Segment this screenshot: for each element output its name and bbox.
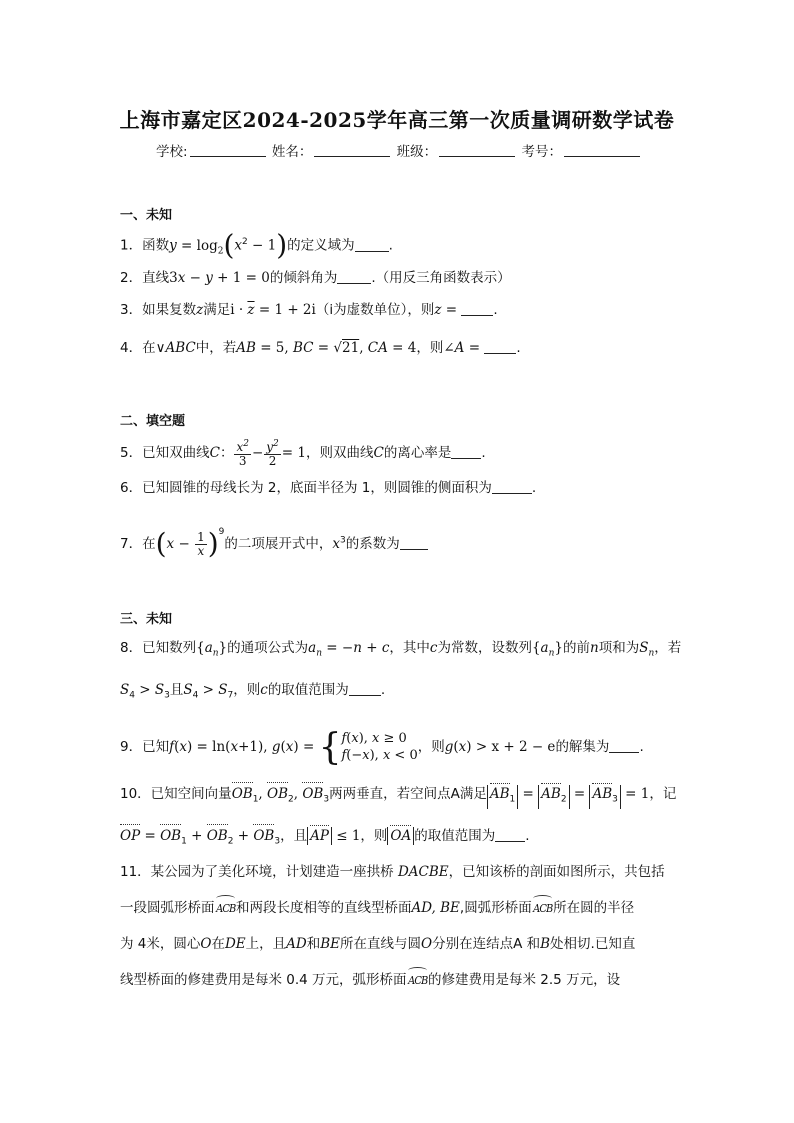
question-6 [120, 478, 676, 498]
q11-text-3f: 分别在连结点A 和 [432, 936, 541, 952]
question-11-line-2: 一段圆弧形桥面ACB和两段长度相等的直线型桥面AD, BE,圆弧形桥面ACB所在圆的半径 [120, 898, 676, 919]
q8-text: 8．已知数列 [120, 640, 197, 656]
q3-end: . [493, 302, 498, 318]
q4-text-2: 中，若 [195, 340, 237, 356]
class-label: 班级： [396, 144, 438, 160]
q8-answer-blank[interactable] [349, 683, 381, 696]
question-2: 2．直线3x − y + 1 = 0的倾斜角为 .（用反三角函数表示） [120, 270, 511, 286]
school-blank[interactable] [190, 144, 266, 157]
q8-text-2: 的通项公式为 [227, 640, 309, 656]
section-heading-1: 一、未知 [120, 208, 173, 223]
q11-text-3d: 和 [306, 936, 321, 952]
q8-text-5: 的前 [563, 640, 590, 656]
question-11-line-1: 11．某公园为了美化环境，计划建造一座拱桥 DACBE，已知该桥的剖面如图所示，共包括 [120, 864, 665, 880]
q1-text: 1．函数 [120, 237, 170, 254]
q2-text-2: 的倾斜角为 [269, 270, 338, 286]
q11-text-2c: ,圆弧形桥面 [459, 900, 532, 916]
name-blank[interactable] [314, 144, 390, 157]
exam-no-label: 考号： [521, 144, 562, 160]
q6-answer-blank[interactable] [492, 481, 532, 494]
q2-end: .（用反三角函数表示） [371, 270, 511, 286]
q10-text-4: ，且 [280, 828, 308, 844]
q1-text-2: 的定义域为 [287, 237, 355, 254]
question-10-line-1: 10．已知空间向量$OB_1$, $OB_2$, $OB_3$两两垂直，若空间点A满足 $AB_1 = AB_2 = AB_3 = 1$，记 [120, 784, 676, 810]
q10-end: . [525, 828, 530, 844]
q11-text-3e: 所在直线与圆 [340, 936, 422, 952]
q11-text-2b: 和两段长度相等的直线型桥面 [235, 900, 412, 916]
q4-end: . [516, 340, 521, 356]
q9-answer-blank[interactable] [609, 740, 639, 753]
q7-text-2: 的二项展开式中， [224, 536, 333, 552]
q9-text-2: ，则 [417, 739, 445, 755]
question-9: 9．已知f(x) = ln(x+1), g(x) = { f(x), x ≥ 0 f(−x), x < 0 ，则g(x) > x + 2 − e的解集为 . [120, 727, 644, 768]
q5-end: . [481, 445, 486, 461]
q5-text-3: 的离心率是 [383, 445, 452, 461]
q7-text: 7．在 [120, 536, 156, 552]
q8-end: . [380, 682, 386, 698]
section-heading-2: 二、填空题 [120, 414, 186, 429]
question-7: 7．在(x − $\frac{1}{x}$ )$^9$的二项展开式中，$x^3$的系数为 [120, 522, 676, 558]
q11-text-1b: ，已知该桥的剖面如图所示，共包括 [448, 864, 665, 880]
q10-answer-blank[interactable] [495, 829, 525, 842]
question-1: 1．函数$y = \log_2(x^2 - 1)$的定义域为 . [120, 228, 393, 262]
q2-text: 2．直线 [120, 270, 170, 286]
q10-text-3: ，记 [649, 786, 677, 802]
q10-text-6: 的取值范围为 [414, 828, 496, 844]
q5-text: 5．已知双曲线 [120, 445, 210, 461]
q8-text-8: 且 [169, 682, 184, 698]
q11-text-3a: 为 4米，圆心 [120, 936, 201, 952]
q3-text: 3．如果复数 [120, 302, 197, 318]
q1-answer-blank[interactable] [355, 239, 389, 252]
q3-text-2: 满足 [203, 302, 231, 318]
q1-end: . [388, 237, 393, 254]
q5-answer-blank[interactable] [451, 446, 481, 459]
q8-text-3: ，其中 [389, 640, 430, 656]
q7-text-3: 的系数为 [345, 536, 400, 552]
student-info-line [0, 140, 794, 160]
q3-text-3: （i为虚数单位），则 [315, 302, 435, 318]
q4-answer-blank[interactable] [484, 341, 516, 354]
question-8-line-2: $S_4 > S_3$且$S_4 > S_7$，则c的取值范围为 . [120, 682, 386, 701]
question-4: 4．在∨ABC中，若AB = 5, BC = √21, CA = 4，则∠A = . [120, 340, 521, 356]
q11-text-3c: 上，且 [245, 936, 287, 952]
q11-text-3g: 处相切.已知直 [550, 936, 636, 952]
q6-text: 6．已知圆锥的母线长为 2，底面半径为 1，则圆锥的侧面积为 [120, 480, 492, 496]
q8-text-6: 项和为 [598, 640, 640, 656]
q5-text-2: ，则双曲线 [305, 445, 374, 461]
question-3: 3．如果复数z满足$i \cdot \overline{z} = 1 + 2i(i$为虚数单位），则z = . [120, 302, 498, 318]
q9-text-3: 的解集为 [555, 739, 610, 755]
q2-answer-blank[interactable] [337, 271, 371, 284]
q11-text-4a: 线型桥面的修建费用是每米 0.4 万元，弧形桥面 [120, 972, 407, 988]
exam-title: 上海市嘉定区2024-2025学年高三第一次质量调研数学试卷 [119, 108, 675, 132]
q4-text-3: ，则 [416, 340, 444, 356]
school-label: 学校: [156, 144, 188, 160]
q9-text: 9．已知 [120, 739, 170, 755]
q8-text-10: 的取值范围为 [267, 682, 349, 698]
exam-no-blank[interactable] [564, 144, 640, 157]
q10-text-2: 两两垂直，若空间点A满足 [329, 786, 487, 802]
q6-end: . [531, 480, 537, 496]
question-5: 5．已知双曲线C： $\frac{x^2}{3}$ − $\frac{y^2}{2}$ = 1，则双曲线C的离心率是 . [120, 439, 486, 468]
question-8-line-1: 8．已知数列$\{a_n\}$的通项公式为$a_n = -n + c$，其中c为常数，设数列$\{a_n\}$的前n项和为$S_n$，若 [120, 640, 682, 659]
q11-text-1: 11．某公园为了美化环境，计划建造一座拱桥 [120, 864, 394, 880]
question-11-line-4: 线型桥面的修建费用是每米 0.4 万元，弧形桥面ACB的修建费用是每米 2.5 万元，设 [120, 970, 676, 991]
section-heading-3: 三、未知 [120, 612, 173, 627]
q11-text-2d: 所在圆的半径 [553, 900, 635, 916]
q9-end: . [639, 739, 644, 755]
question-10-line-2: OP = $OB_1 + OB_2 + OB_3$，且 AP ≤ 1，则 OA 的取值范围为 . [120, 828, 530, 847]
q11-text-4b: 的修建费用是每米 2.5 万元，设 [428, 972, 621, 988]
q10-text-5: ，则 [360, 828, 388, 844]
q4-text: 4．在 [120, 340, 156, 356]
q8-text-7: ，若 [654, 640, 682, 656]
question-11-line-3: 为 4米，圆心O在DE上，且AD和BE所在直线与圆O分别在连结点A 和B处相切.已知直 [120, 936, 636, 952]
q11-text-2a: 一段圆弧形桥面 [120, 900, 215, 916]
q3-answer-blank[interactable] [461, 303, 493, 316]
name-label: 姓名： [271, 144, 313, 160]
class-blank[interactable] [439, 144, 515, 157]
q8-text-4: 为常数，设数列 [437, 640, 532, 656]
q11-text-3b: 在 [211, 936, 225, 952]
q7-answer-blank[interactable] [400, 537, 428, 550]
q8-text-9: ，则 [233, 682, 261, 698]
q10-text: 10．已知空间向量 [120, 786, 232, 802]
